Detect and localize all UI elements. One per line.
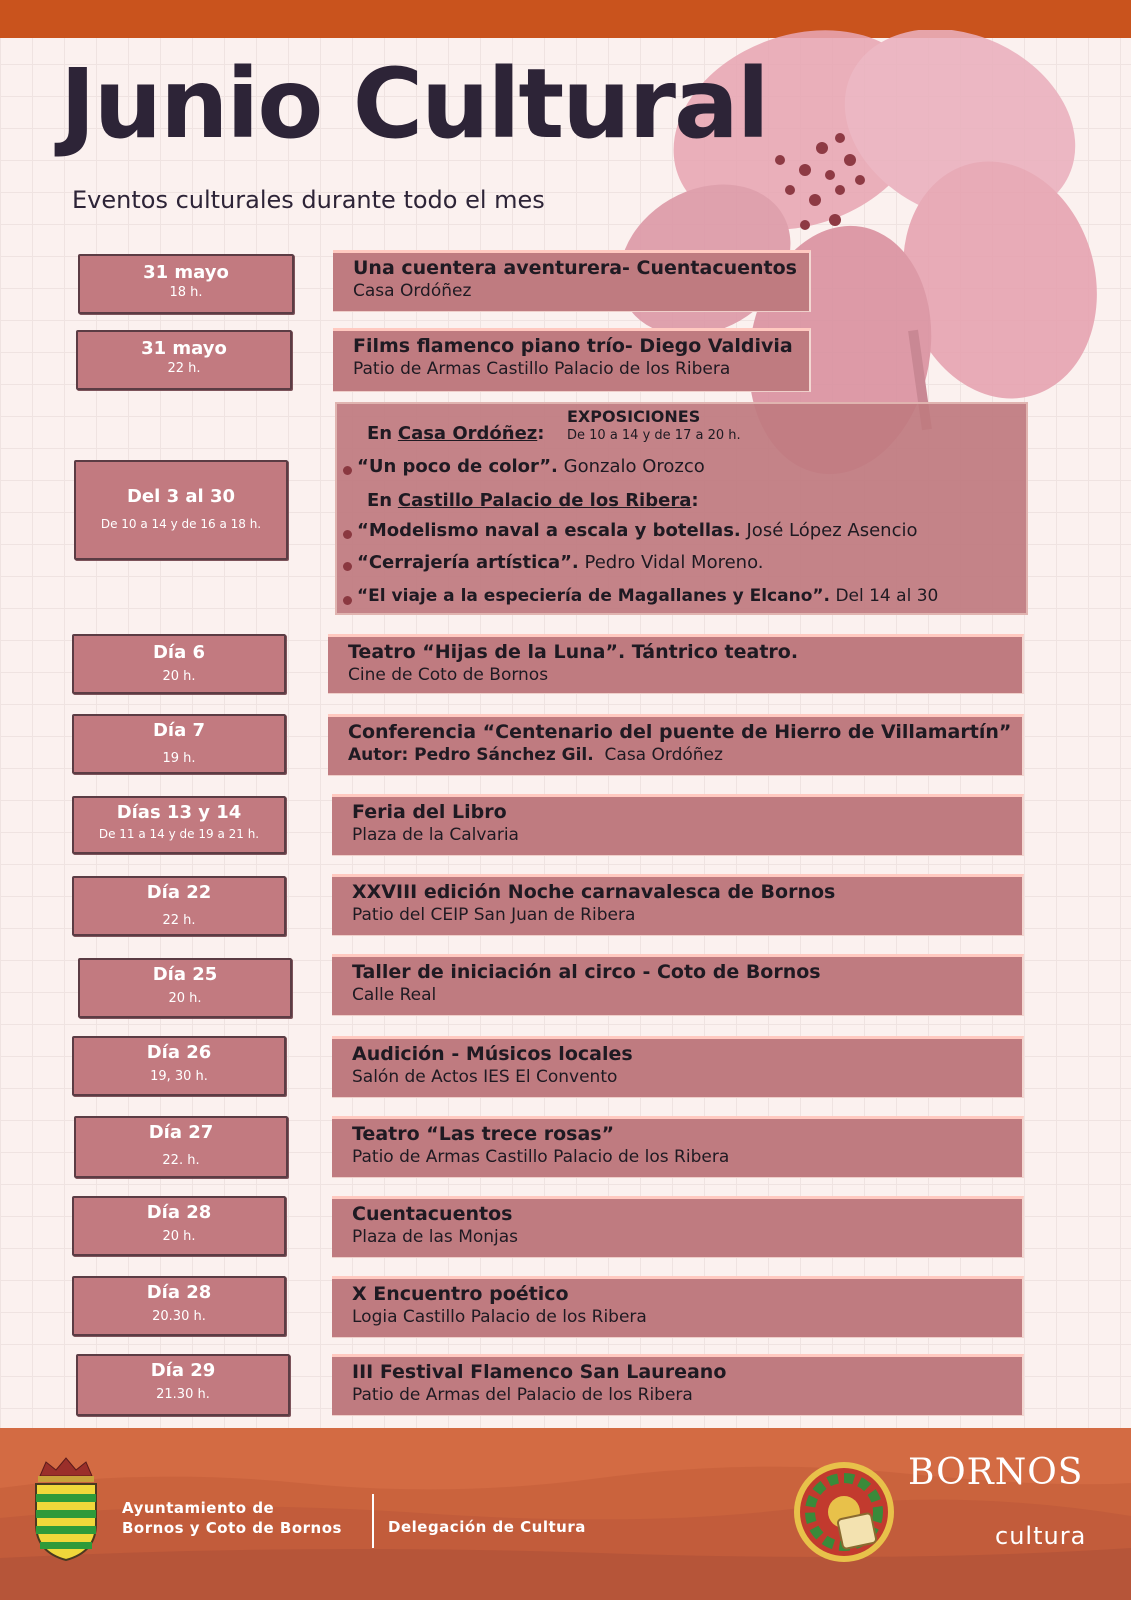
cultura-emblem-icon — [792, 1460, 896, 1564]
event-author: Autor: Pedro Sánchez Gil. — [348, 745, 594, 765]
event-date: Día 26 — [146, 1042, 212, 1063]
date-box — [72, 634, 286, 694]
event-title: Audición - Músicos locales — [352, 1043, 633, 1065]
event-place: Calle Real — [352, 985, 437, 1005]
exhibition-title: “Un poco de color”. — [357, 456, 558, 477]
date-box — [72, 1036, 286, 1096]
event-time: 20 h. — [168, 991, 202, 1006]
exhibition-time: De 10 a 14 y de 16 a 18 h. — [100, 517, 262, 531]
event-box — [332, 1036, 1024, 1098]
ayuntamiento-line1: Ayuntamiento de — [122, 1499, 275, 1517]
event-time: 19 h. — [162, 751, 196, 766]
date-box — [72, 876, 286, 936]
venue-prefix: En — [367, 490, 393, 511]
event-place: Patio del CEIP San Juan de Ribera — [352, 905, 636, 925]
exhibitions-heading: EXPOSICIONES — [567, 407, 701, 426]
venue-prefix: En — [367, 423, 393, 444]
page-title: Junio Cultural — [60, 48, 768, 160]
event-box — [332, 874, 1024, 936]
date-box — [78, 254, 294, 314]
date-box — [72, 796, 286, 854]
exhibition-title: “Modelismo naval a escala y botellas. — [357, 520, 741, 541]
coat-of-arms-icon — [26, 1454, 106, 1564]
event-box — [328, 714, 1024, 776]
event-date: Día 28 — [146, 1282, 212, 1303]
event-title: X Encuentro poético — [352, 1283, 569, 1305]
event-title: Conferencia “Centenario del puente de Hierro de Villamartín” — [348, 721, 1012, 743]
event-title: Cuentacuentos — [352, 1203, 513, 1225]
event-place: Casa Ordóñez — [604, 745, 723, 765]
event-date: 31 mayo — [141, 338, 227, 359]
event-title: Teatro “Las trece rosas” — [352, 1123, 615, 1145]
event-date: Días 13 y 14 — [116, 802, 242, 823]
event-title: Films flamenco piano trío- Diego Valdivia — [353, 335, 793, 357]
bullet-icon — [343, 466, 352, 475]
event-place: Patio de Armas Castillo Palacio de los Ribera — [353, 359, 731, 379]
event-date: Día 7 — [152, 720, 206, 741]
exhibition-author: Gonzalo Orozco — [563, 456, 705, 477]
event-date: Día 22 — [146, 882, 212, 903]
event-date: Día 25 — [152, 964, 218, 985]
date-box — [76, 330, 292, 390]
exhibition-title: “Cerrajería artística”. — [357, 552, 579, 573]
bullet-icon — [343, 530, 352, 539]
exhibition-author: Pedro Vidal Moreno. — [584, 552, 764, 573]
event-box — [333, 250, 811, 312]
event-time: 21.30 h. — [156, 1387, 210, 1402]
event-date: 31 mayo — [143, 262, 229, 283]
event-title: Feria del Libro — [352, 801, 507, 823]
event-date: Día 29 — [150, 1360, 216, 1381]
event-place: Patio de Armas del Palacio de los Ribera — [352, 1385, 693, 1405]
event-date: Día 28 — [146, 1202, 212, 1223]
exhibition-author: Del 14 al 30 — [835, 586, 939, 606]
brand-subtitle: cultura — [995, 1522, 1087, 1550]
event-box — [332, 794, 1024, 856]
event-place: Cine de Coto de Bornos — [348, 665, 549, 685]
bullet-icon — [343, 596, 352, 605]
event-title: Teatro “Hijas de la Luna”. Tántrico teatro. — [348, 641, 799, 663]
event-time: De 11 a 14 y de 19 a 21 h. — [98, 827, 260, 841]
venue-castillo: Castillo Palacio de los Ribera — [397, 490, 692, 511]
event-box — [332, 954, 1024, 1016]
venue-hours: De 10 a 14 y de 17 a 20 h. — [567, 428, 741, 443]
date-box — [74, 460, 288, 560]
venue-line: En Castillo Palacio de los Ribera: — [367, 490, 699, 511]
event-title: III Festival Flamenco San Laureano — [352, 1361, 727, 1383]
event-box — [332, 1276, 1024, 1338]
exhibition-author: José López Asencio — [746, 520, 918, 541]
event-title: Taller de iniciación al circo - Coto de Bornos — [352, 961, 821, 983]
exhibition-item — [357, 552, 764, 573]
event-date: Día 6 — [152, 642, 206, 663]
event-time: 18 h. — [169, 285, 203, 300]
date-box — [72, 1276, 286, 1336]
event-box — [333, 328, 811, 392]
event-time: 20.30 h. — [152, 1309, 206, 1324]
event-place: Logia Castillo Palacio de los Ribera — [352, 1307, 647, 1327]
event-title: XXVIII edición Noche carnavalesca de Bornos — [352, 881, 836, 903]
venue-line: En Casa Ordóñez: — [367, 423, 545, 444]
event-box — [332, 1196, 1024, 1258]
event-box — [332, 1116, 1024, 1178]
event-place: Plaza de las Monjas — [352, 1227, 519, 1247]
event-time: 22 h. — [162, 913, 196, 928]
exhibition-item — [357, 456, 705, 477]
exhibitions-box — [335, 402, 1028, 615]
event-time: 20 h. — [162, 669, 196, 684]
footer-divider — [372, 1494, 374, 1548]
page-subtitle: Eventos culturales durante todo el mes — [72, 186, 545, 214]
date-box — [72, 1196, 286, 1256]
venue-casa-ordonez: Casa Ordóñez — [397, 423, 538, 444]
event-time: 20 h. — [162, 1229, 196, 1244]
event-date: Día 27 — [148, 1122, 214, 1143]
date-box — [78, 958, 292, 1018]
event-place: Plaza de la Calvaria — [352, 825, 519, 845]
event-place: Salón de Actos IES El Convento — [352, 1067, 618, 1087]
event-time: 22 h. — [167, 361, 201, 376]
event-time: 22. h. — [162, 1153, 200, 1168]
event-time: 19, 30 h. — [150, 1069, 208, 1084]
event-place: Patio de Armas Castillo Palacio de los Ribera — [352, 1147, 730, 1167]
exhibition-item — [357, 586, 938, 606]
event-box — [332, 1354, 1024, 1416]
ayuntamiento-label — [122, 1498, 342, 1538]
ayuntamiento-line2: Bornos y Coto de Bornos — [122, 1519, 342, 1537]
exhibition-title: “El viaje a la especiería de Magallanes y Elcano”. — [357, 586, 831, 606]
exhibition-date: Del 3 al 30 — [126, 486, 235, 507]
event-title: Una cuentera aventurera- Cuentacuentos — [353, 257, 797, 279]
date-box — [76, 1354, 290, 1416]
date-box — [72, 714, 286, 774]
date-box — [74, 1116, 288, 1178]
event-place: Casa Ordóñez — [353, 281, 472, 301]
delegacion-label: Delegación de Cultura — [388, 1518, 586, 1536]
exhibition-item — [357, 520, 917, 541]
bullet-icon — [343, 562, 352, 571]
event-box — [328, 634, 1024, 694]
event-author-line — [348, 744, 1002, 766]
brand-logo-text: BORNOS — [908, 1452, 1084, 1493]
